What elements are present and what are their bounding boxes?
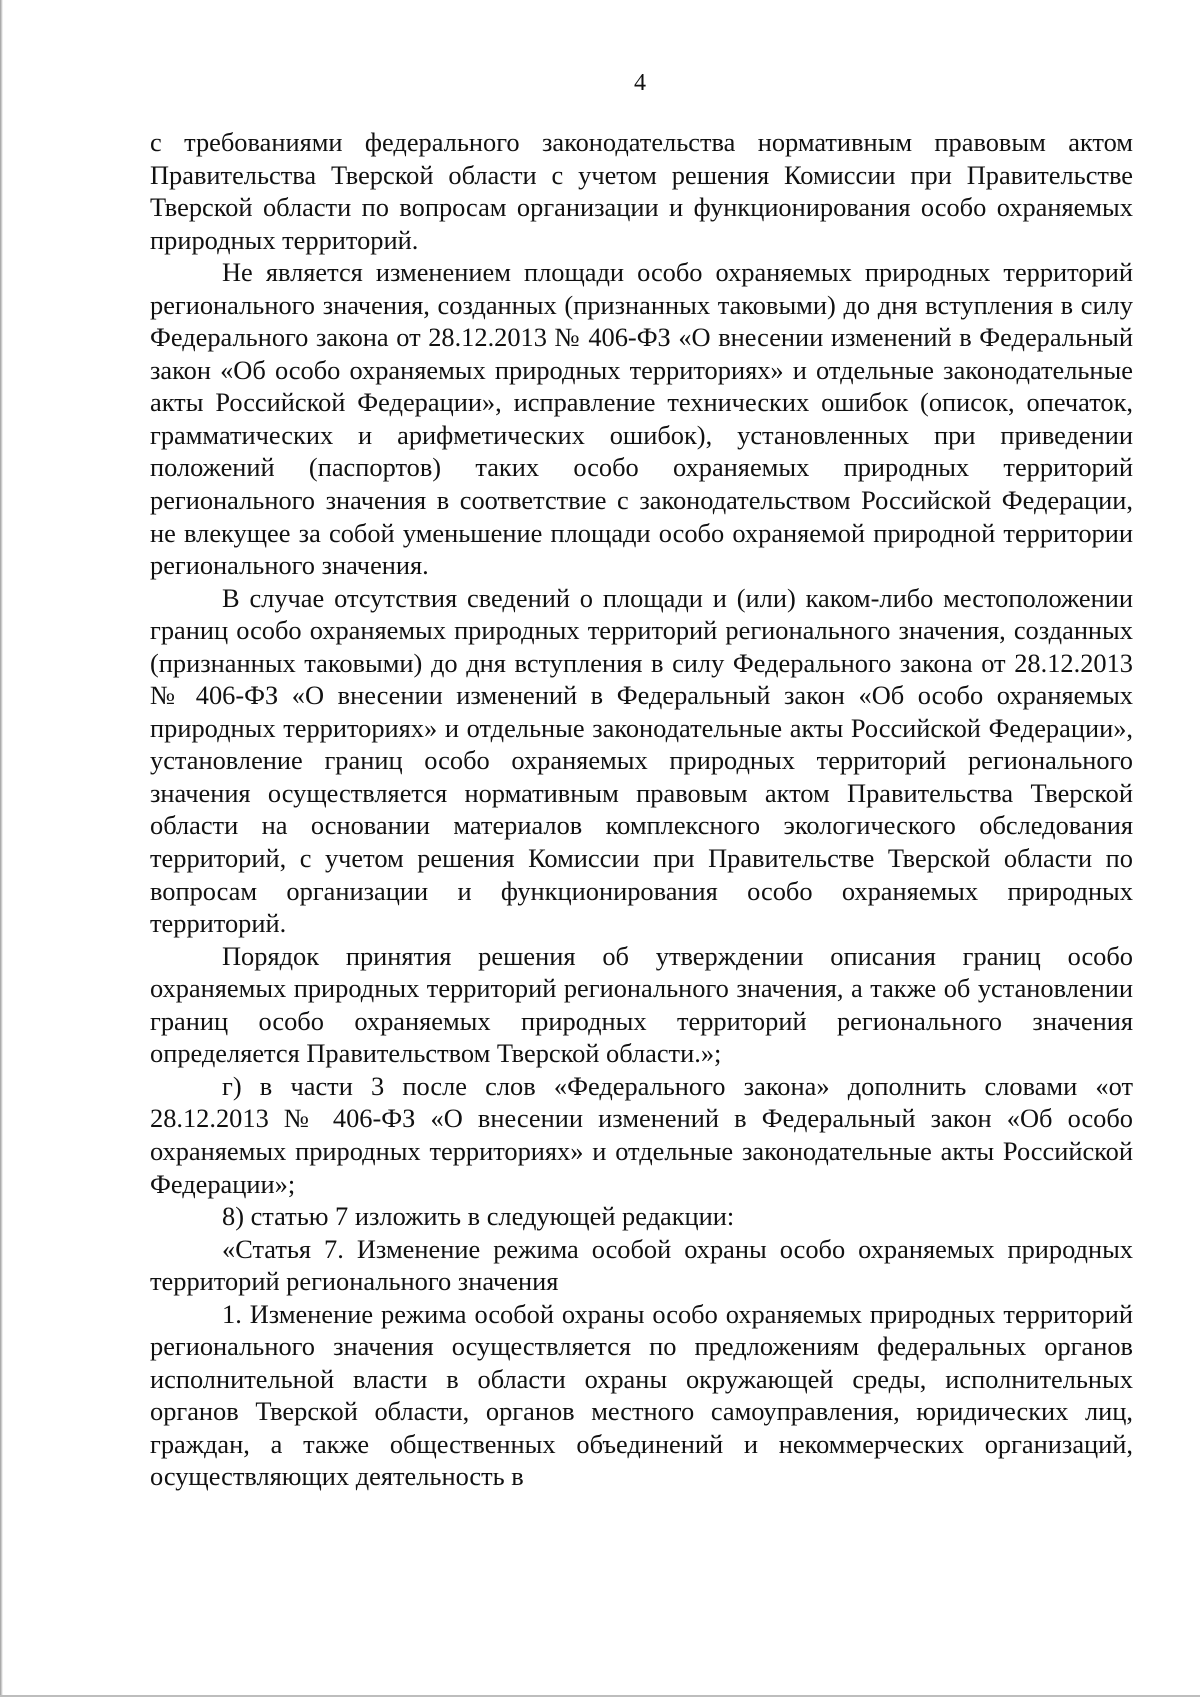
document-body <box>150 126 1133 1493</box>
paragraph-boundary-approval-procedure: Порядок принятия решения об утверждении описания границ особо охраняемых природных территорий регионального значения, а также об установлении границ особо охраняемых природных территорий регионального значения определяется Правительством Тверской области.»; <box>150 940 1133 1069</box>
paragraph-article-7-clause-1: 1. Изменение режима особой охраны особо охраняемых природных территорий регионального значения осуществляется по предложениям федеральных органов исполнительной власти в области охраны окружающей среды, исполнительных органов Тверской области, органов местного самоуправления, юридических лиц, граждан, а также общественных объединений и некоммерческих организаций, осуществляющих деятельность в <box>150 1298 1133 1492</box>
scan-edge-left <box>0 0 3 1697</box>
paragraph-continuation: с требованиями федерального законодательства нормативным правовым актом Правительства Тверской области с учетом решения Комиссии при Правительстве Тверской области по вопросам организации и функционирования особо охраняемых природных территорий. <box>150 127 1133 255</box>
page-number: 4 <box>634 70 646 96</box>
paragraph-amendment-part-3: г) в части 3 после слов «Федерального закона» дополнить словами «от 28.12.2013 № 406-ФЗ «О внесении изменений в Федеральный закон «Об особо охраняемых природных территориях» и отдельные законодательные акты Российской Федерации»; <box>150 1070 1133 1199</box>
article-7-heading: «Статья 7. Изменение режима особой охраны особо охраняемых природных территорий регионального значения <box>150 1233 1133 1297</box>
paragraph-missing-boundary-data: В случае отсутствия сведений о площади и (или) каком-либо местоположении границ особо охраняемых природных территорий регионального значения, созданных (признанных таковыми) до дня вступления в силу Федерального закона от 28.12.2013 № 406-ФЗ «О внесении изменений в Федеральный закон «Об особо охраняемых природных территориях» и отдельные законодательные акты Российской Федерации», установление границ особо охраняемых природных территорий регионального значения осуществляется нормативным правовым актом Правительства Тверской области на основании материалов комплексного экологического обследования территорий, с учетом решения Комиссии при Правительстве Тверской области по вопросам организации и функционирования особо охраняемых природных территорий. <box>150 582 1133 939</box>
paragraph-article-7-intro: 8) статью 7 изложить в следующей редакции: <box>222 1201 735 1232</box>
paragraph-area-change-exception: Не является изменением площади особо охраняемых природных территорий регионального значения, созданных (признанных таковыми) до дня вступления в силу Федерального закона от 28.12.2013 № 406-ФЗ «О внесении изменений в Федеральный закон «Об особо охраняемых природных территориях» и отдельные законодательные акты Российской Федерации», исправление технических ошибок (описок, опечаток, грамматических и арифметических ошибок), установленных при приведении положений (паспортов) таких особо охраняемых природных территорий регионального значения в соответствие с законодательством Российской Федерации, не влекущее за собой уменьшение площади особо охраняемой природной территории регионального значения. <box>150 257 1133 581</box>
